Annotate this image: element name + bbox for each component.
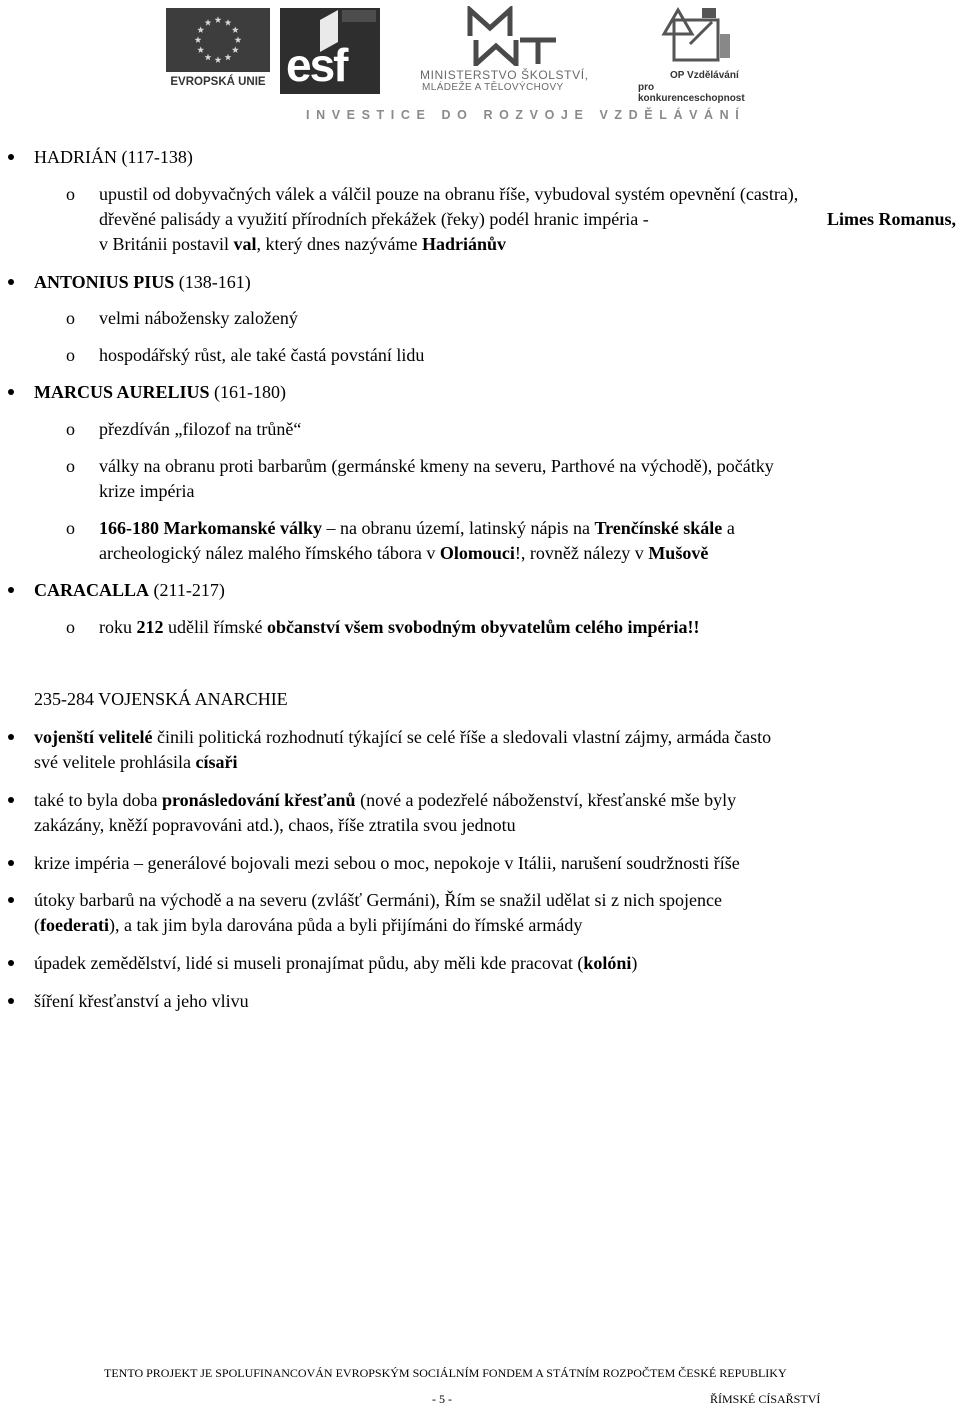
- bullet-dot-icon: [8, 860, 14, 866]
- bullet-dot-icon: [8, 154, 14, 160]
- sub-marker: o: [66, 617, 75, 637]
- sub-marker: o: [66, 345, 75, 365]
- years-caracalla: (211-217): [149, 580, 225, 600]
- footer-page-number: - 5 -: [432, 1392, 452, 1406]
- anarchie-bullet-4-l2: (foederati), a tak jim byla darována půda a byli přijímáni do římské armády: [34, 915, 583, 935]
- section-hadrian: [34, 146, 193, 168]
- antonius-item-1: velmi nábožensky založený: [99, 308, 298, 328]
- section-caracalla: [34, 579, 225, 601]
- section-antonius: [34, 271, 251, 293]
- anarchie-bullet-4-l1: útoky barbarů na východě a na severu (zvlášť Germáni), Řím se snažil udělat si z nich spojence: [34, 890, 722, 910]
- eu-caption: EVROPSKÁ UNIE: [170, 76, 266, 88]
- bullet-dot-icon: [8, 279, 14, 285]
- anarchie-bullet-5: úpadek zemědělství, lidé si museli pronajímat půdu, aby měli kde pracovat (kolóni): [34, 953, 638, 973]
- eu-logo: [166, 8, 270, 94]
- sub-marker: o: [66, 518, 75, 538]
- anarchie-bullet-2-l2: zakázány, kněží popravováni atd.), chaos, říše ztratila svou jednotu: [34, 815, 516, 835]
- section-marcus: [34, 381, 286, 403]
- heading-hadrian: HADRIÁN: [34, 147, 117, 167]
- heading-antonius: ANTONIUS PIUS: [34, 272, 175, 292]
- hadrian-text-2: dřevěné palisády a využití přírodních překážek (řeky) podél hranic impéria - Limes Romanus,: [99, 209, 956, 229]
- msmt-caption-2: MLÁDEŽE A TĚLOVÝCHOVY: [422, 82, 564, 93]
- heading-caracalla: CARACALLA: [34, 580, 150, 600]
- footer-section-title: ŘÍMSKÉ CÍSAŘSTVÍ: [710, 1392, 821, 1406]
- heading-marcus: MARCUS AURELIUS: [34, 382, 210, 402]
- marcus-item-1: přezdíván „filozof na trůně“: [99, 419, 302, 439]
- msmt-caption-1: MINISTERSTVO ŠKOLSTVÍ,: [420, 68, 589, 82]
- years-antonius: (138-161): [174, 272, 251, 292]
- caracalla-item-1: roku 212 udělil římské občanství všem svobodným obyvatelům celého impéria!!: [99, 617, 700, 637]
- sub-marker: o: [66, 419, 75, 439]
- anarchie-bullet-1-l2: své velitele prohlásila císaři: [34, 752, 238, 772]
- op-logo: [638, 4, 762, 104]
- anarchie-bullet-2-l1: také to byla doba pronásledování křesťanů (nové a podezřelé náboženství, křesťanské mše byly: [34, 790, 737, 810]
- op-caption-2: pro konkurenceschopnost: [638, 82, 745, 104]
- bullet-dot-icon: [8, 797, 14, 803]
- marcus-item-3-l1: 166-180 Markomanské války – na obranu území, latinský nápis na Trenčínské skále a: [99, 518, 735, 538]
- bullet-dot-icon: [8, 734, 14, 740]
- years-marcus: (161-180): [209, 382, 287, 402]
- hadrian-text-1: upustil od dobyvačných válek a válčil pouze na obranu říše, vybudoval systém opevnění (castra),: [99, 184, 799, 204]
- hadrian-text-3: v Británii postavil val, který dnes nazýváme Hadriánův: [99, 234, 506, 254]
- anarchie-bullet-3: krize impéria – generálové bojovali mezi sebou o moc, nepokoje v Itálii, narušení soudržnosti říše: [34, 853, 740, 873]
- anarchie-bullet-6: šíření křesťanství a jeho vlivu: [34, 991, 249, 1011]
- bullet-dot-icon: [8, 998, 14, 1004]
- msmt-logo: [420, 6, 610, 96]
- anarchie-bullet-1-l1: vojenští velitelé činili politická rozhodnutí týkající se celé říše a sledovali vlastní zájmy, armáda často: [34, 727, 772, 747]
- antonius-item-2: hospodářský růst, ale také častá povstání lidu: [99, 345, 425, 365]
- marcus-item-3-l2: archeologický nález malého římského tábora v Olomouci!, rovněž nálezy v Mušově: [99, 543, 709, 563]
- bullet-dot-icon: [8, 587, 14, 593]
- heading-anarchie: 235-284 VOJENSKÁ ANARCHIE: [34, 689, 288, 709]
- bullet-dot-icon: [8, 897, 14, 903]
- svg-text:ˇ: ˇ: [488, 6, 492, 13]
- esf-logo: [280, 8, 380, 94]
- op-caption-1: OP Vzdělávání: [670, 70, 739, 81]
- bullet-dot-icon: [8, 389, 14, 395]
- marcus-item-2-l1: války na obranu proti barbarům (germánské kmeny na severu, Parthové na východě), počátky: [99, 456, 774, 476]
- sub-marker: o: [66, 308, 75, 328]
- footer-funding-note: TENTO PROJEKT JE SPOLUFINANCOVÁN EVROPSKÝM SOCIÁLNÍM FONDEM A STÁTNÍM ROZPOČTEM ČESKÉ REPUBLIKY: [104, 1366, 787, 1380]
- bullet-dot-icon: [8, 960, 14, 966]
- msmt-monogram-icon: [420, 6, 610, 66]
- op-emblem-icon: [638, 4, 762, 70]
- sub-marker: o: [66, 456, 75, 476]
- investice-tagline: INVESTICE DO ROZVOJE VZDĚLÁVÁNÍ: [306, 108, 746, 122]
- sub-marker: o: [66, 184, 75, 204]
- esf-wordmark: esf: [286, 39, 347, 91]
- marcus-item-2-l2: krize impéria: [99, 481, 195, 501]
- years-hadrian: (117-138): [117, 147, 193, 167]
